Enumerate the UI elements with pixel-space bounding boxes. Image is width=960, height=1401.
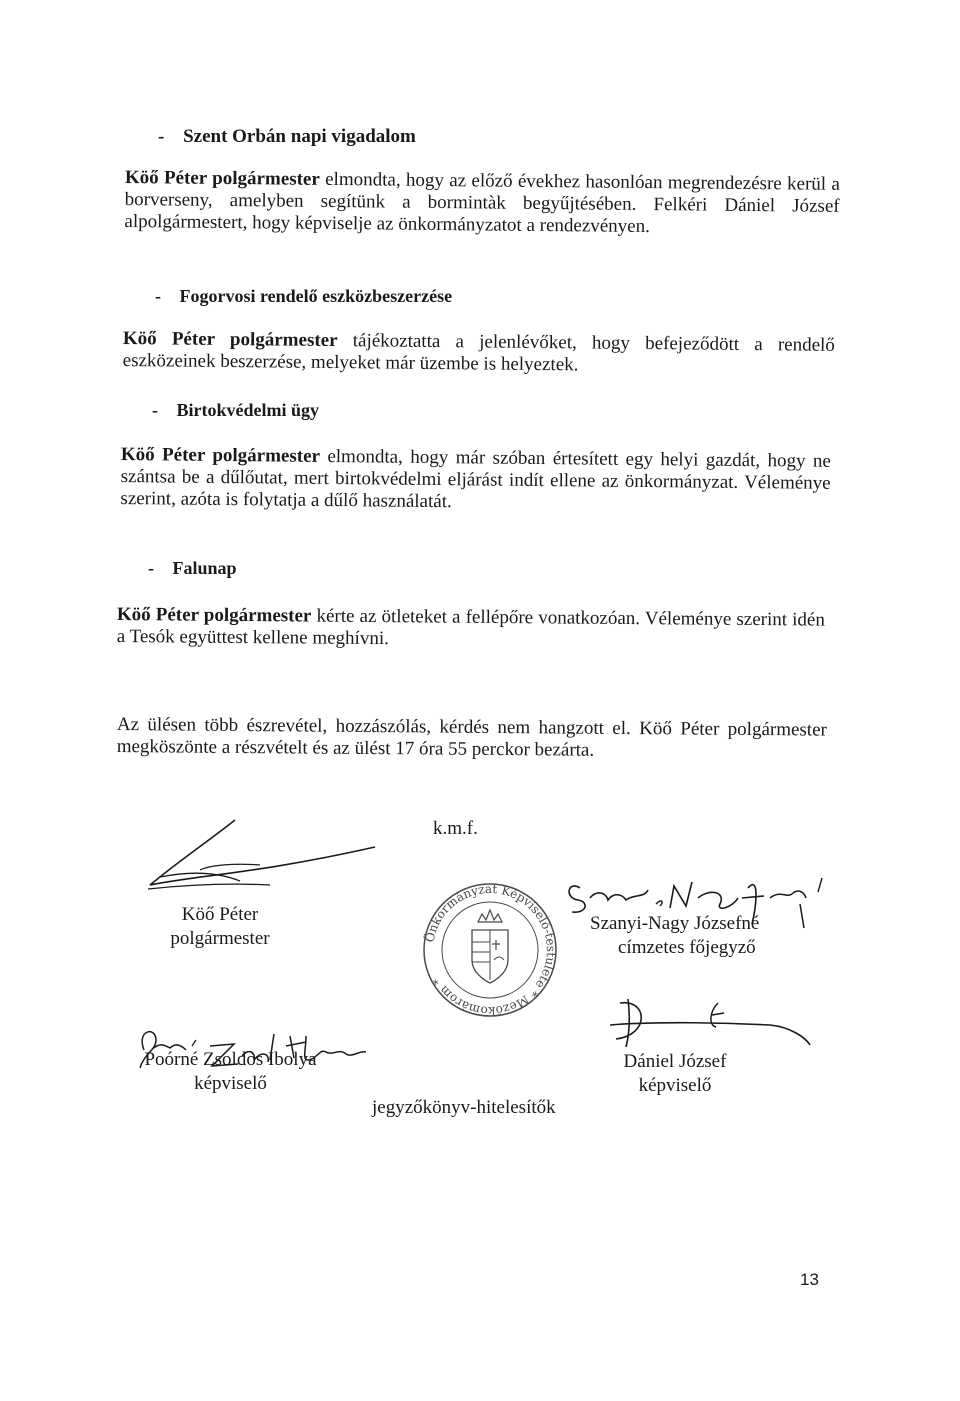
closing-line-1: Az ülésen több észrevétel, hozzászólás, kérdés nem hangzott el. Köő Péter polgármester [116, 714, 827, 741]
rep2-block [600, 1050, 750, 1098]
section-4-heading [148, 558, 237, 579]
section-title: Fogorvosi rendelő eszközbeszerzése [179, 286, 453, 306]
kmf-label: k.m.f. [433, 818, 478, 839]
section-1-body [124, 167, 840, 240]
mayor-name: Köő Péter [181, 904, 259, 925]
mayor-signature [140, 815, 380, 895]
rep1-title: képviselő [194, 1073, 267, 1094]
closing-paragraph [117, 714, 827, 764]
rep1-block [138, 1048, 323, 1096]
section-title: Szent Orbán napi vigadalom [183, 126, 416, 147]
section-title: Falunap [172, 558, 237, 578]
section-dash: - [148, 558, 154, 578]
body-line: szerint, azóta is folytatja a dűlő használatát. [120, 487, 452, 513]
body-line: Köő Péter polgármester tájékoztatta a jelenlévőket, hogy befejeződött a rendelő [122, 328, 835, 356]
rep2-signature [600, 995, 820, 1055]
section-2-heading [155, 286, 452, 307]
body-line: eszközeinek beszerzése, melyeket már üzembe is helyeztek. [122, 349, 579, 376]
mayor-block [160, 903, 280, 951]
rep2-title: képviselő [638, 1075, 712, 1096]
notary-block [590, 912, 759, 960]
mayor-title: polgármester [170, 928, 270, 949]
body-line: alpolgármestert, hogy képviselje az önkormányzatot a rendezvényen. [124, 210, 651, 238]
rep1-name: Poórné Zsoldos Ibolya [144, 1049, 317, 1070]
section-dash: - [152, 400, 158, 420]
body-line: Köő Péter polgármester elmondta, hogy az előző évekhez hasonlóan megrendezésre kerül a [124, 167, 840, 195]
section-title: Birtokvédelmi ügy [176, 400, 319, 420]
closing-line-2: megköszönte a részvételt és az ülést 17 óra 55 perckor bezárta. [116, 735, 595, 761]
section-1-heading [158, 126, 416, 148]
body-line: Köő Péter polgármester kérte az ötleteket a fellépőre vonatkozóan. Véleménye szerint idén [116, 604, 825, 631]
body-line: borverseny, amelyben segítünk a bormintàk begyűjtésében. Felkéri Dániel József [124, 188, 840, 217]
body-line: a Tesók együttest kellene meghívni. [116, 625, 389, 650]
certifiers-label: jegyzőkönyv-hitelesítők [372, 1097, 556, 1118]
official-stamp [420, 880, 560, 1020]
section-2-body [123, 328, 835, 379]
section-4-body [117, 604, 825, 654]
notary-name: Szanyi-Nagy Józsefné [590, 913, 760, 934]
section-3-body [120, 444, 831, 517]
section-dash: - [155, 286, 161, 306]
body-line: Köő Péter polgármester elmondta, hogy már szóban értesített egy helyi gazdát, hogy ne [120, 444, 831, 472]
body-line: szántsa be a dűlőutat, mert birtokvédelmi eljárást indít ellene az önkormányzat. Véleménye [120, 465, 831, 494]
rep2-name: Dániel József [623, 1051, 727, 1072]
page-number: 13 [800, 1270, 819, 1289]
section-3-heading [152, 400, 319, 421]
notary-title: címzetes főjegyző [618, 937, 756, 958]
section-dash: - [158, 126, 165, 147]
stamp-text: Önkormányzat Képviselő-testülete * Mezőkomárom * [422, 881, 559, 1019]
